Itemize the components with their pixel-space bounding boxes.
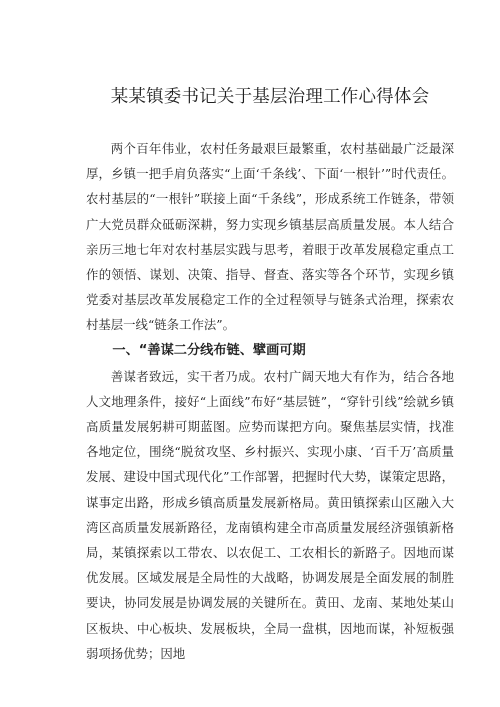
intro-paragraph: 两个百年伟业，农村任务最艰巨最繁重，农村基础最广泛最深厚，乡镇一把手肩负落实“上面‘千条线’、下面‘一根针’”时代责任。农村基层的“一根针”联接上面“千条线”，形成系统工作链条，带领广大党员群众砥砺深耕，努力实现乡镇基层高质量发展。本人结合亲历三地七年对农村基层实践与思考，着眼于改革发展稳定重点工作的领悟、谋划、决策、指导、督查、落实等各个环节，实现乡镇党委对基层改革发展稳定工作的全过程领导与链条式治理，探索农村基层一线“链条工作法”。: [86, 141, 454, 333]
document-title: 某某镇委书记关于基层治理工作心得体会: [110, 87, 430, 107]
section-heading-1: 一、“善谋二分线布链、擘画可期: [112, 342, 306, 358]
section-1-paragraph: 善谋者致远，实干者乃成。农村广阔天地大有作为，结合各地人文地理条件，接好“上面线”布好“基层链”，“穿针引线”绘就乡镇高质量发展躬耕可期蓝图。应势而谋把方向。聚焦基层实情，找准各地定位，围绕“脱贫攻坚、乡村振兴、实现小康、‘百千万’高质量发展、建设中国式现代化”工作部署，把握时代大势，谋策定思路，谋事定出路，形成乡镇高质量发展新格局。黄田镇探索山区融入大湾区高质量发展新路径，龙南镇构建全市高质量发展经济强镇新格局，某镇探索以工带农、以农促工、工农相长的新路子。因地而谋优发展。区域发展是全局性的大战略，协调发展是全面发展的制胜要诀，协同发展是协调发展的关键所在。黄田、龙南、某地处某山区板块、中心板块、发展板块，全局一盘棋，因地而谋，补短板强弱项扬优势；因地: [86, 368, 454, 661]
